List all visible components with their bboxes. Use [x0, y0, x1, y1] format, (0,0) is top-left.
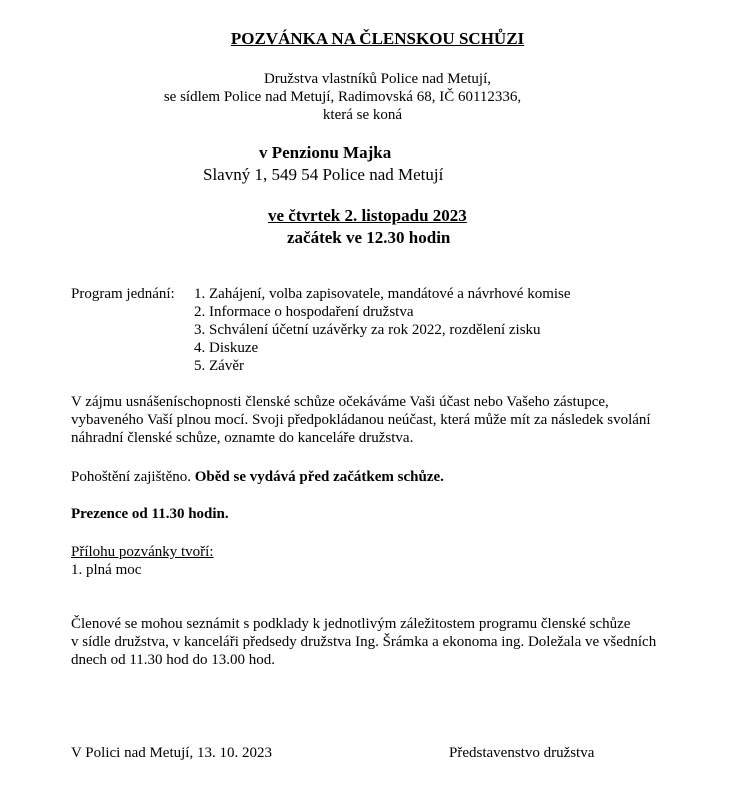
attachments-label: Přílohu pozvánky tvoří: — [71, 544, 214, 560]
program-item: 3. Schválení účetní uzávěrky za rok 2022, rozdělení zisku — [194, 322, 541, 338]
quorum-paragraph-line: V zájmu usnášeníschopnosti členské schůze očekáváme Vaši účast nebo Vašeho zástupce, — [71, 394, 609, 410]
venue-name: v Penzionu Majka — [259, 143, 392, 162]
organizer-line-1: Družstva vlastníků Police nad Metují, — [263, 71, 492, 87]
refreshments-note — [71, 468, 444, 486]
invitation-title: POZVÁNKA NA ČLENSKOU SCHŮZI — [230, 29, 525, 48]
organizer-line-3: která se koná — [322, 107, 403, 123]
attachment-item: 1. plná moc — [71, 562, 142, 578]
program-item: 1. Zahájení, volba zapisovatele, mandátové a návrhové komise — [194, 286, 571, 302]
meeting-start-time: začátek ve 12.30 hodin — [287, 228, 451, 247]
quorum-paragraph-line: náhradní členské schůze, oznamte do kanceláře družstva. — [71, 430, 414, 446]
materials-paragraph-line: dnech od 11.30 hod do 13.00 hod. — [71, 652, 276, 668]
presence-note: Prezence od 11.30 hodin. — [71, 506, 229, 522]
meeting-date: ve čtvrtek 2. listopadu 2023 — [268, 206, 467, 225]
materials-paragraph-line: v sídle družstva, v kanceláři předsedy družstva Ing. Šrámka a ekonoma ing. Doležala ve všedních — [71, 634, 657, 650]
signature-board: Představenstvo družstva — [449, 745, 595, 761]
program-item: 5. Závěr — [194, 358, 244, 374]
materials-paragraph-line: Členové se mohou seznámit s podklady k jednotlivým záležitostem programu členské schůze — [71, 616, 631, 632]
organizer-line-2: se sídlem Police nad Metují, Radimovská 68, IČ 60112336, — [163, 89, 522, 105]
program-item: 4. Diskuze — [194, 340, 259, 356]
quorum-paragraph-line: vybaveného Vaší plnou mocí. Svoji předpokládanou neúčast, která může mít za následek svolání — [71, 412, 651, 428]
program-label: Program jednání: — [71, 286, 175, 302]
place-and-date: V Polici nad Metují, 13. 10. 2023 — [71, 745, 272, 761]
program-item: 2. Informace o hospodaření družstva — [194, 304, 414, 320]
venue-address: Slavný 1, 549 54 Police nad Metují — [203, 165, 444, 184]
refreshments-text: Pohoštění zajištěno. — [71, 469, 195, 485]
lunch-note: Oběd se vydává před začátkem schůze. — [194, 469, 444, 485]
